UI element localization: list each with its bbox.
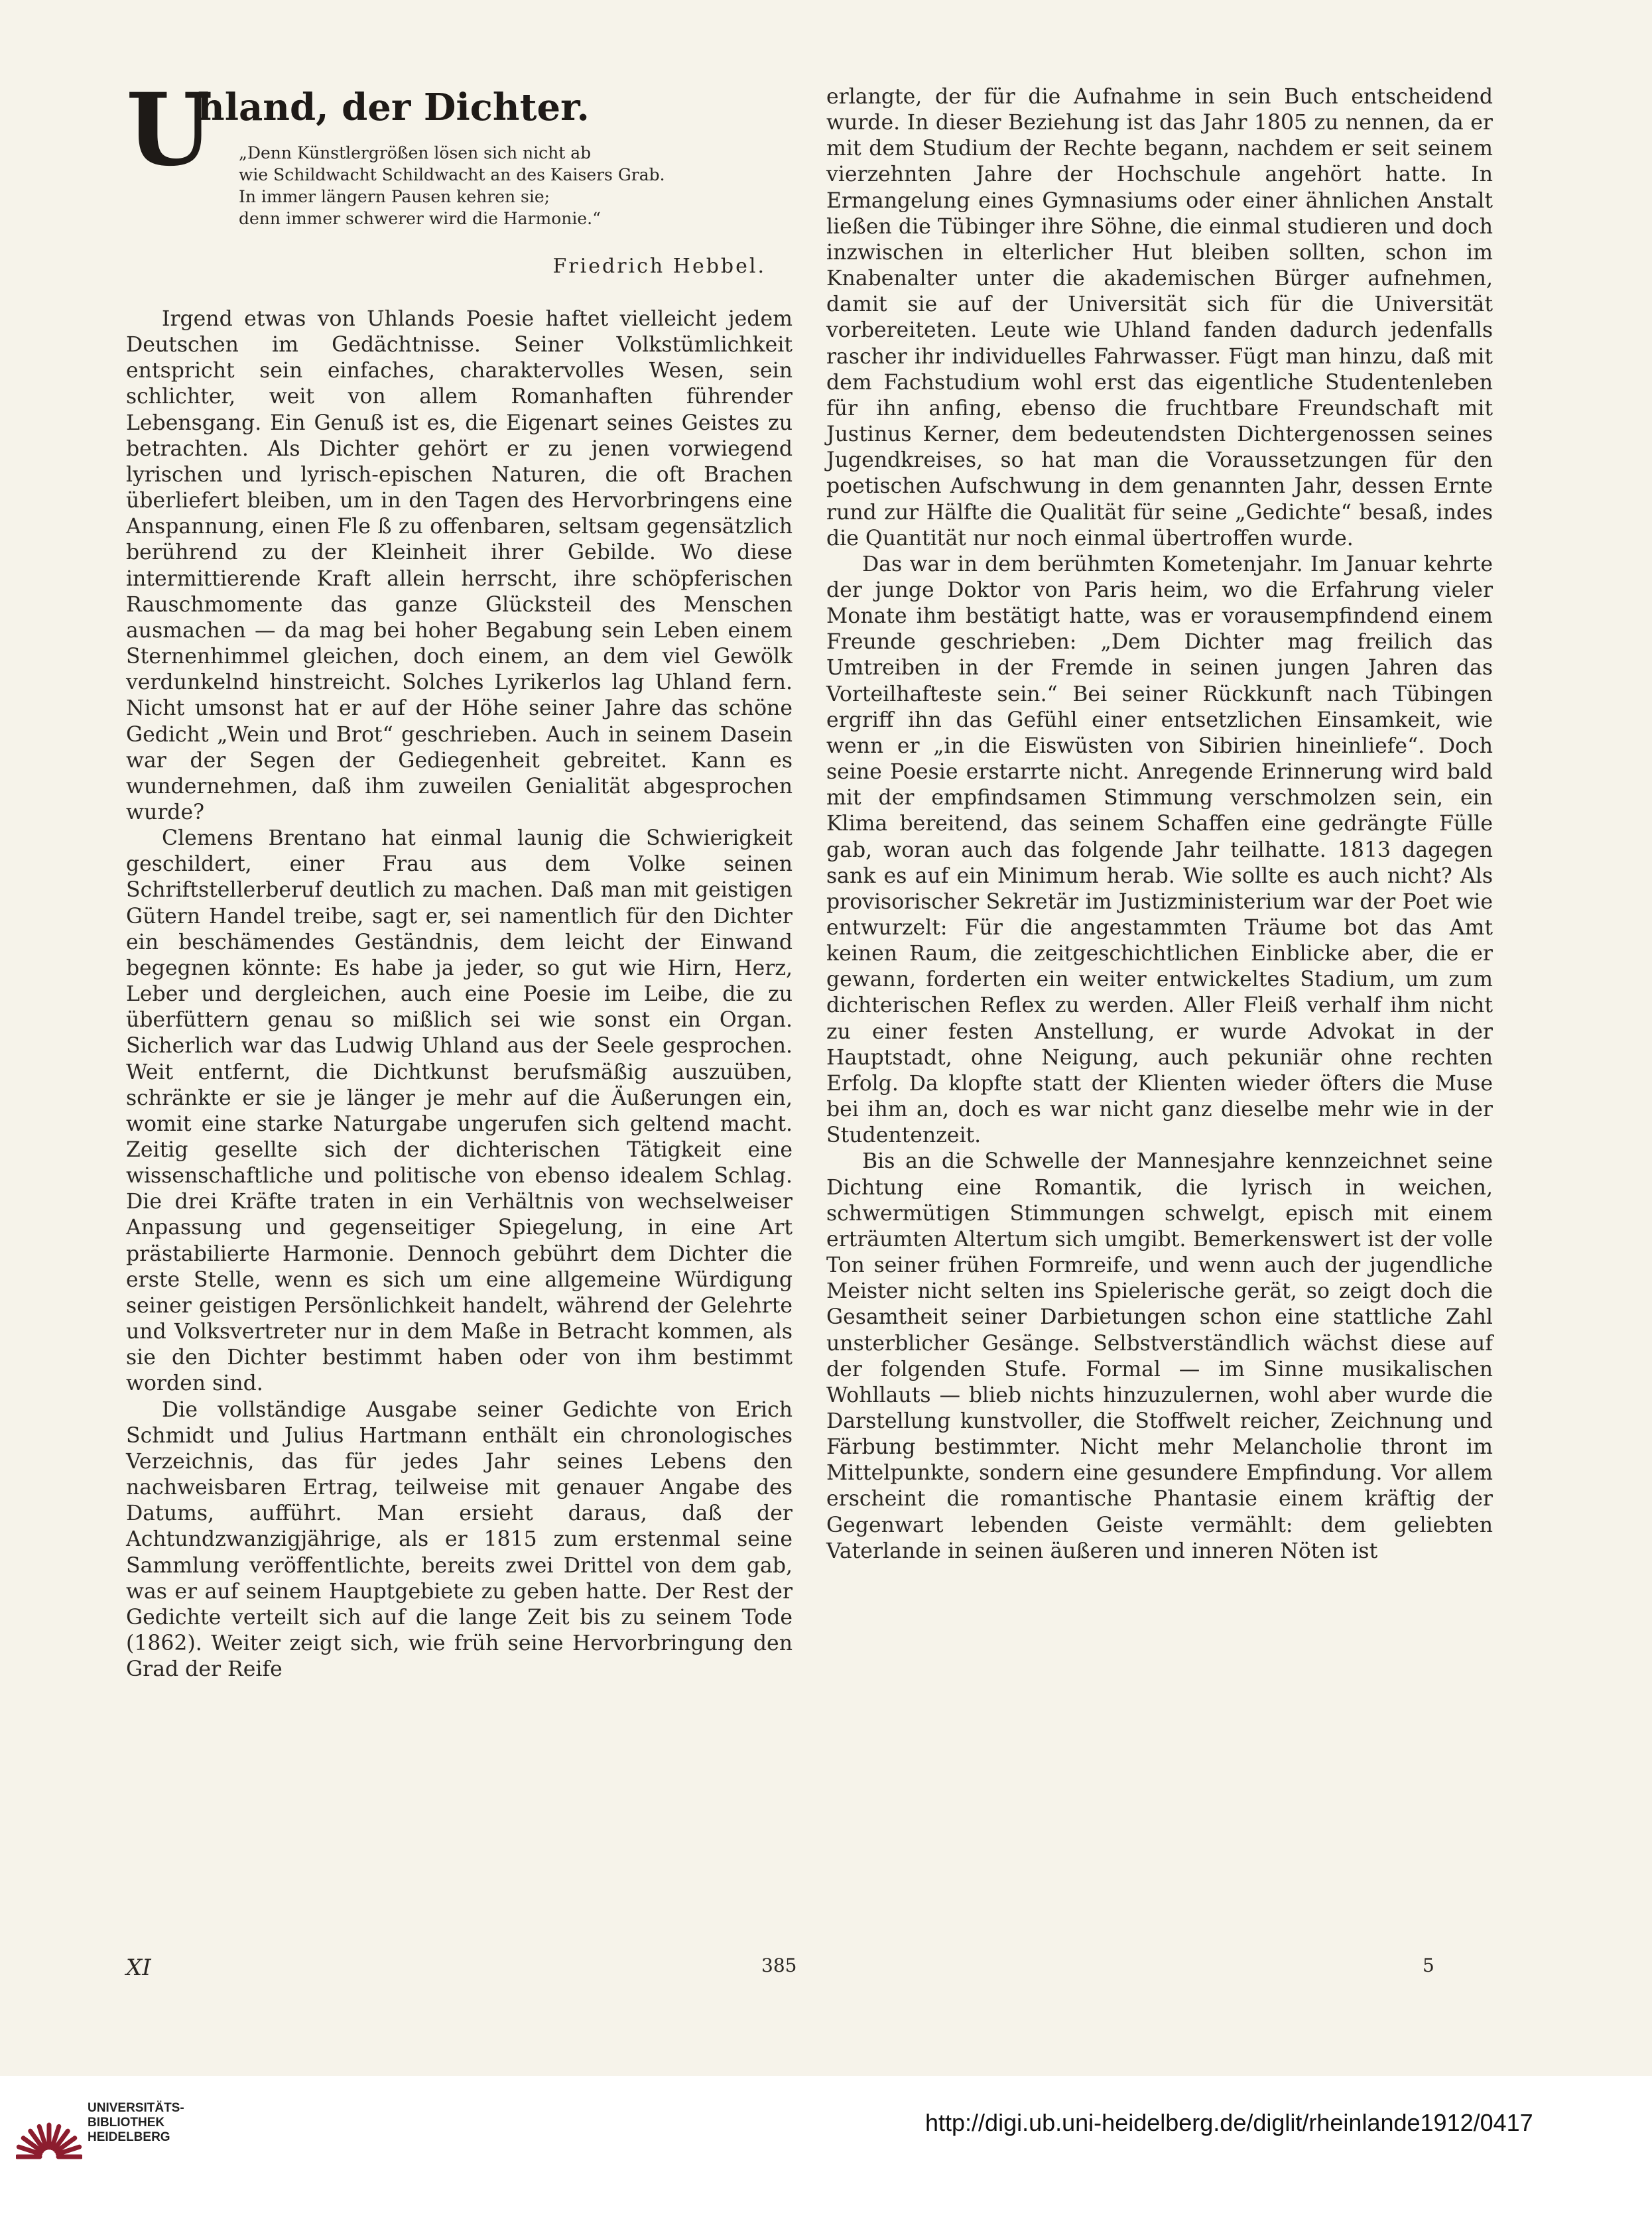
university-library-logo-icon xyxy=(16,2096,82,2162)
article-title: hland, der Dichter. xyxy=(198,86,590,129)
paragraph: Die vollständige Ausgabe seiner Gedichte von Erich Schmidt und Julius Hartmann enthält ein chronologisches Verzeichnis, das für jedes Jahr seines Lebens den nachweisbaren Ertrag, teilweise mit genauer Angabe des Datums, aufführt. Man ersieht daraus, daß der Achtundzwanzigjährige, als er 1815 zum erstenmal seine Sammlung veröffentlichte, bereits zwei Drittel von dem gab, was er auf seinem Hauptgebiete zu geben hatte. Der Rest der Gedichte verteilt sich auf die lange Zeit bis zu seinem Tode (1862). Weiter zeigt sich, wie früh seine Hervorbringung den Grad der Reife xyxy=(126,1397,793,1682)
paragraph: erlangte, der für die Aufnahme in sein Buch entscheidend wurde. In dieser Beziehung ist das Jahr 1805 zu nennen, da er mit dem Studium der Rechte begann, nachdem er seit seinem vierzehnten Jahre der Hochschule angehört hatte. In Ermangelung eines Gymnasiums oder einer ähnlichen Anstalt ließen die Tübinger ihre Söhne, die einmal studieren und doch inzwischen in elterlicher Hut bleiben sollten, schon im Knabenalter unter die akademischen Bürger aufnehmen, damit sie auf der Universität sich für die Universität vorbereiteten. Leute wie Uhland fanden dadurch jedenfalls rascher ihr individuelles Fahrwasser. Fügt man hinzu, daß mit dem Fachstudium wohl erst das eigentliche Studentenleben für ihn anfing, ebenso die fruchtbare Freundschaft mit Justinus Kerner, dem bedeutendsten Dichtergenossen seines Jugendkreises, so hat man die Voraussetzungen für den poetischen Aufschwung in dem genannten Jahr, dessen Ernte rund zur Hälfte die Qualität für seine „Gedichte“ besaß, indes die Quantität nur noch einmal übertroffen wurde. xyxy=(826,85,1493,550)
article-header xyxy=(126,72,793,304)
sheet-number: 5 xyxy=(1423,1954,1434,1976)
paragraph: Das war in dem berühmten Kometenjahr. Im Januar kehrte der junge Doktor von Paris heim, wo die Erfahrung vieler Monate ihm bestätigt hatte, was er vorausempfindend einem Freunde geschrieben: „Dem Dichter mag freilich das Umtreiben in der Fremde in seinen jungen Jahren das Vorteilhafteste sein.“ Bei seiner Rückkunft nach Tübingen ergriff ihn das Gefühl einer entsetzlichen Einsamkeit, wie wenn er „in die Eiswüsten von Sibirien hineinliefe“. Doch seine Poesie erstarrte nicht. Anregende Erinnerung wird bald mit der empfindsamen Stimmung verschmolzen sein, ein Klima bereitend, das seinem Schaffen eine gedrängte Fülle gab, woran auch das folgende Jahr teilhatte. 1813 dagegen sank es auf ein Minimum herab. Wie sollte es auch nicht? Als provisorischer Sekretär im Justizministerium war der Poet wie entwurzelt: Für die angestammten Träume bot das Amt keinen Raum, die zeitgeschichtlichen Einblicke aber, die er gewann, forderten ein weiter entwickeltes Stadium, um zum dichterischen Reflex zu werden. Aller Fleiß verhalf ihm nicht zu einer festen Anstellung, er wurde Advokat in der Hauptstadt, ohne Neigung, auch pekuniär ohne rechten Erfolg. Da klopfte statt der Klienten wieder öfters die Muse bei ihm an, doch es war nicht ganz dieselbe mehr wie in der Studentenzeit. xyxy=(826,552,1493,1148)
paragraph: Bis an die Schwelle der Mannesjahre kennzeichnet seine Dichtung eine Romantik, die lyrisch in weichen, schwermütigen Stimmungen schwelgt, episch mit einem erträumten Altertum sich umgibt. Bemerkenswert ist der volle Ton seiner frühen Formreife, und wenn auch der jugendliche Meister nicht selten ins Spielerische gerät, so zeigt doch die Gesamtheit seiner Darbietungen schon eine stattliche Zahl unsterblicher Gesänge. Selbstverständlich wächst diese auf der folgenden Stufe. Formal — im Sinne musikalischen Wohllauts — blieb nichts hinzuzulernen, wohl aber wurde die Darstellung kunstvoller, die Stoffwelt reicher, Zeichnung und Färbung bestimmter. Nicht mehr Melancholie thront im Mittelpunkte, sondern eine gesundere Empfindung. Vor allem erscheint die romantische Phantasie einem kräftig der Gegenwart lebenden Geiste vermählt: dem geliebten Vaterlande in seinen äußeren und inneren Nöten ist xyxy=(826,1149,1493,1563)
library-name-line: HEIDELBERG xyxy=(88,2130,170,2144)
left-column xyxy=(126,72,793,1683)
epigraph-line: In immer längern Pausen kehren sie; xyxy=(239,187,550,206)
permalink[interactable]: http://digi.ub.uni-heidelberg.de/diglit/rheinlande1912/0417 xyxy=(925,2109,1533,2136)
page-number: 385 xyxy=(761,1954,797,1976)
epigraph-author: Friedrich Hebbel. xyxy=(552,255,766,278)
epigraph-line: „Denn Künstlergrößen lösen sich nicht ab xyxy=(239,143,592,162)
paragraph: Irgend etwas von Uhlands Poesie haftet vielleicht jedem Deutschen im Gedächtnisse. Seiner Volkstümlichkeit entspricht sein einfaches, charaktervolles Wesen, sein schlichter, weit von allem Romanhaften führender Lebensgang. Ein Genuß ist es, die Eigenart seines Geistes zu betrachten. Als Dichter gehört er zu jenen vorwiegend lyrischen und lyrisch-epischen Naturen, die oft Brachen überliefert bleiben, um in den Tagen des Hervorbringens eine Anspannung, einen Fle ß zu offenbaren, seltsam gegensätzlich berührend zu der Kleinheit ihrer Gebilde. Wo diese intermittierende Kraft allein herrscht, ihre schöpferischen Rauschmomente das ganze Glücksteil des Menschen ausmachen — da mag bei hoher Begabung sein Leben einem Sternenhimmel gleichen, doch einem, an dem viel Gewölk verdunkelnd hinstreicht. Solches Lyrikerlos lag Uhland fern. Nicht umsonst hat er auf der Höhe seiner Jahre das schöne Gedicht „Wein und Brot“ geschrieben. Auch in seinem Dasein war der Segen der Gediegenheit gebreitet. Kann es wundernehmen, daß ihm zuweilen Genialität abgesprochen wurde? xyxy=(126,307,793,824)
drop-cap-initial: U xyxy=(126,72,213,188)
library-name-line: BIBLIOTHEK xyxy=(88,2116,165,2130)
library-name-line: UNIVERSITÄTS- xyxy=(88,2101,184,2115)
library-footer xyxy=(0,2076,1652,2235)
epigraph-line: wie Schildwacht Schildwacht an des Kaisers Grab. xyxy=(239,165,665,184)
right-column xyxy=(826,84,1493,1564)
signature-mark: XI xyxy=(126,1954,151,1981)
epigraph-line: denn immer schwerer wird die Harmonie.“ xyxy=(239,209,601,228)
epigraph xyxy=(239,142,783,229)
paragraph: Clemens Brentano hat einmal launig die Schwierigkeit geschildert, einer Frau aus dem Volke seinen Schriftstellerberuf deutlich zu machen. Daß man mit geistigen Gütern Handel treibe, sagt er, sei namentlich für den Dichter ein beschämendes Geständnis, dem leicht der Einwand begegnen könnte: Es habe ja jeder, so gut wie Hirn, Herz, Leber und dergleichen, auch eine Poesie im Leibe, die zu überfüttern genau so mißlich sei wie sonst ein Organ. Sicherlich war das Ludwig Uhland aus der Seele gesprochen. Weit entfernt, die Dichtkunst berufsmäßig auszuüben, schränkte er sie je länger je mehr auf die Äußerungen ein, womit eine starke Naturgabe ungerufen sich geltend macht. Zeitig gesellte sich der dichterischen Tätigkeit eine wissenschaftliche und politische von ebenso idealem Schlag. Die drei Kräfte traten in ein Verhältnis von wechselweiser Anpassung und gegenseitiger Spiegelung, in eine Art prästabilierte Harmonie. Dennoch gebührt dem Dichter die erste Stelle, wenn es sich um eine allgemeine Würdigung seiner geistigen Persönlichkeit handelt, während der Gelehrte und Volksvertreter nur in dem Maße in Betracht kommen, als sie den Dichter bestimmt haben oder von ihm bestimmt worden sind. xyxy=(126,826,793,1396)
library-name xyxy=(88,2101,184,2145)
